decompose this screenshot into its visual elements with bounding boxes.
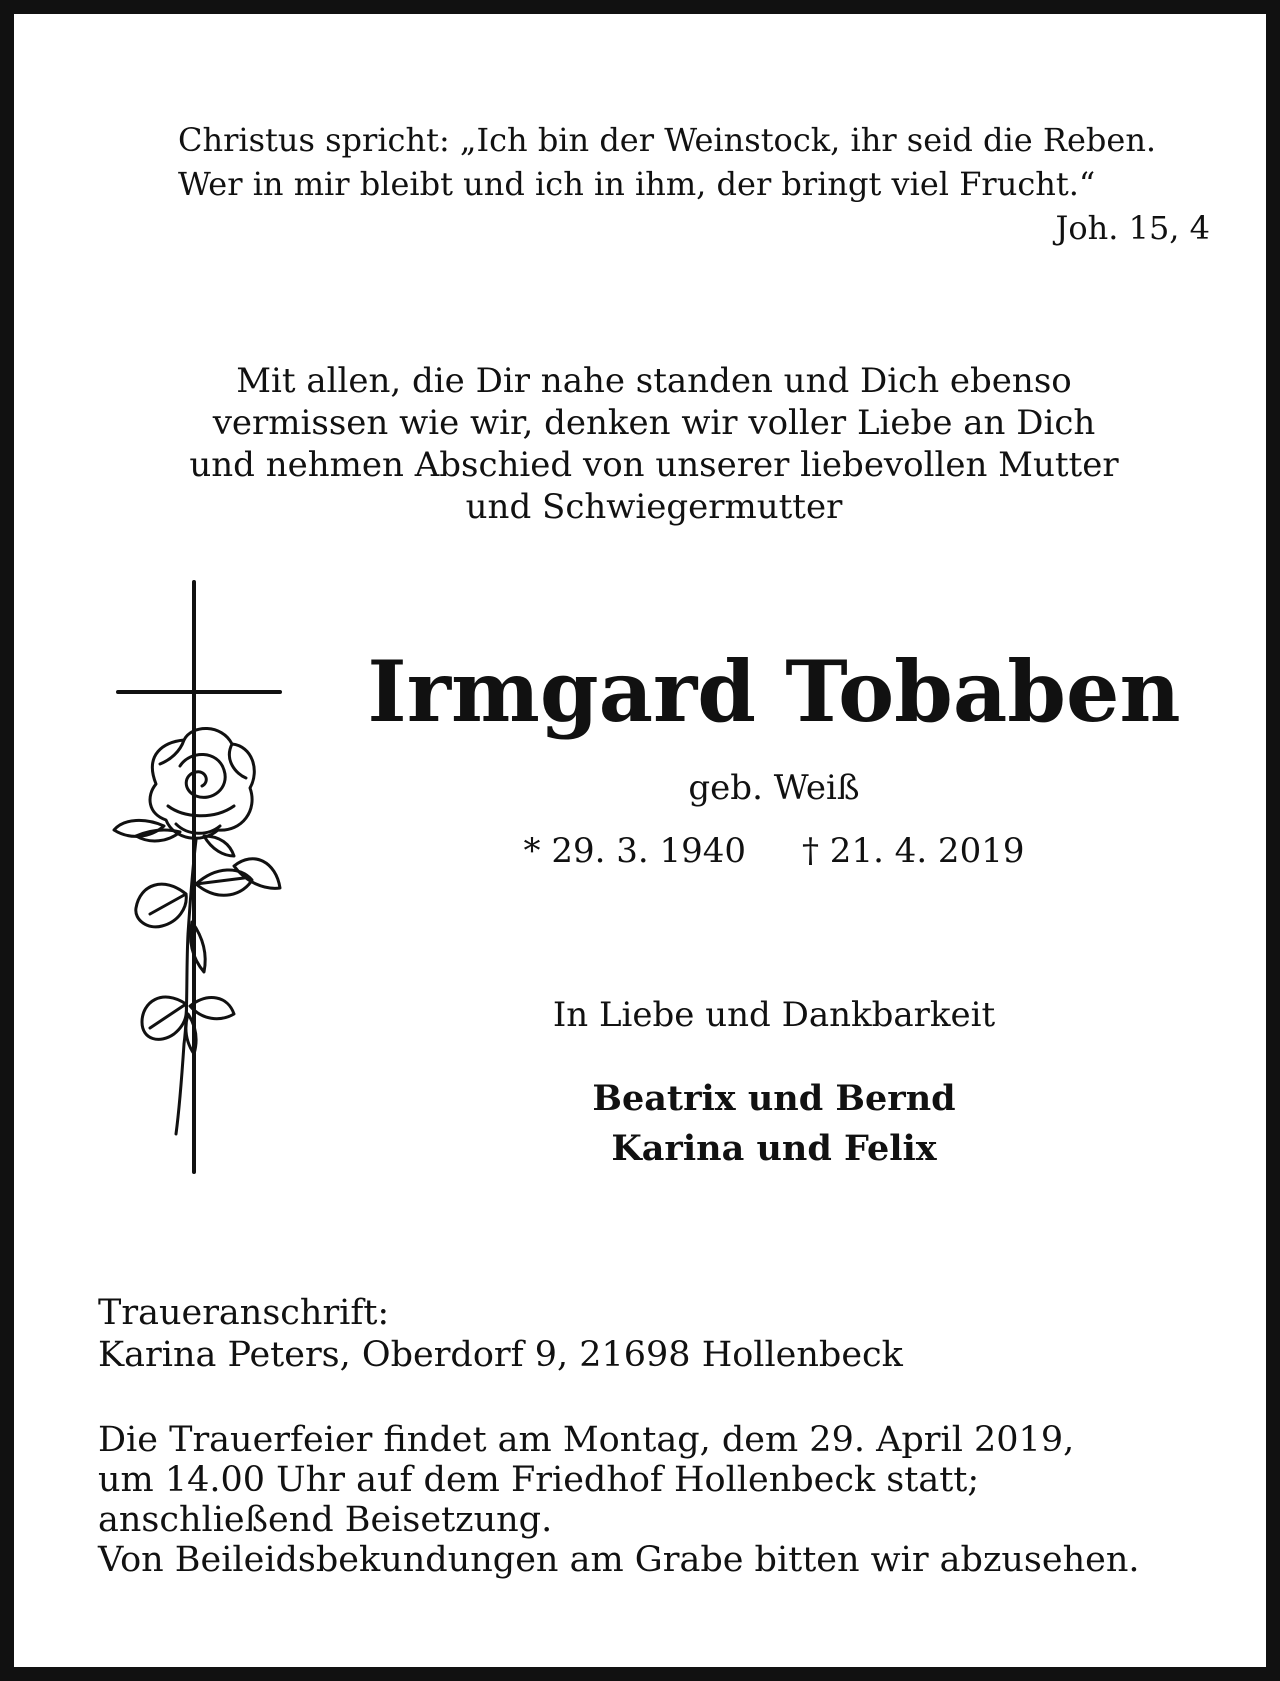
family-names [314, 1074, 1234, 1174]
address-value: Karina Peters, Oberdorf 9, 21698 Hollenbeck [98, 1335, 903, 1375]
intro-line-2: vermissen wie wir, denken wir voller Liebe an Dich [212, 403, 1096, 443]
thanks-line: In Liebe und Dankbarkeit [552, 995, 996, 1035]
bible-verse [178, 118, 1210, 250]
intro-line-3: und nehmen Abschied von unserer liebevollen Mutter [189, 445, 1119, 485]
service-line-4: Von Beileidsbekundungen am Grabe bitten wir abzusehen. [98, 1540, 1140, 1580]
mourning-address [98, 1292, 1218, 1376]
family-line-2: Karina und Felix [611, 1128, 937, 1169]
verse-line-2: Wer in mir bleibt und ich in ihm, der bringt viel Frucht.“ [178, 165, 1096, 203]
service-line-3: anschließend Beisetzung. [98, 1500, 553, 1540]
address-label: Traueranschrift: [98, 1293, 390, 1333]
intro-line-4: und Schwiegermutter [465, 487, 843, 527]
intro-line-1: Mit allen, die Dir nahe standen und Dich ebenso [236, 361, 1072, 401]
maiden-name: geb. Weiß [688, 768, 860, 808]
deceased-name: Irmgard Tobaben [367, 642, 1181, 741]
death-date: † 21. 4. 2019 [802, 831, 1025, 871]
family-line-1: Beatrix und Bernd [592, 1078, 956, 1119]
intro-text [104, 360, 1204, 528]
life-dates [314, 829, 1234, 873]
funeral-service-info [98, 1420, 1218, 1580]
verse-line-1: Christus spricht: „Ich bin der Weinstock, ihr seid die Reben. [178, 121, 1157, 159]
service-line-2: um 14.00 Uhr auf dem Friedhof Hollenbeck statt; [98, 1460, 980, 1500]
verse-reference: Joh. 15, 4 [1055, 209, 1210, 247]
birth-date: * 29. 3. 1940 [523, 831, 746, 871]
service-line-1: Die Trauerfeier findet am Montag, dem 29. April 2019, [98, 1420, 1075, 1460]
cross-with-rose-icon [84, 574, 304, 1174]
